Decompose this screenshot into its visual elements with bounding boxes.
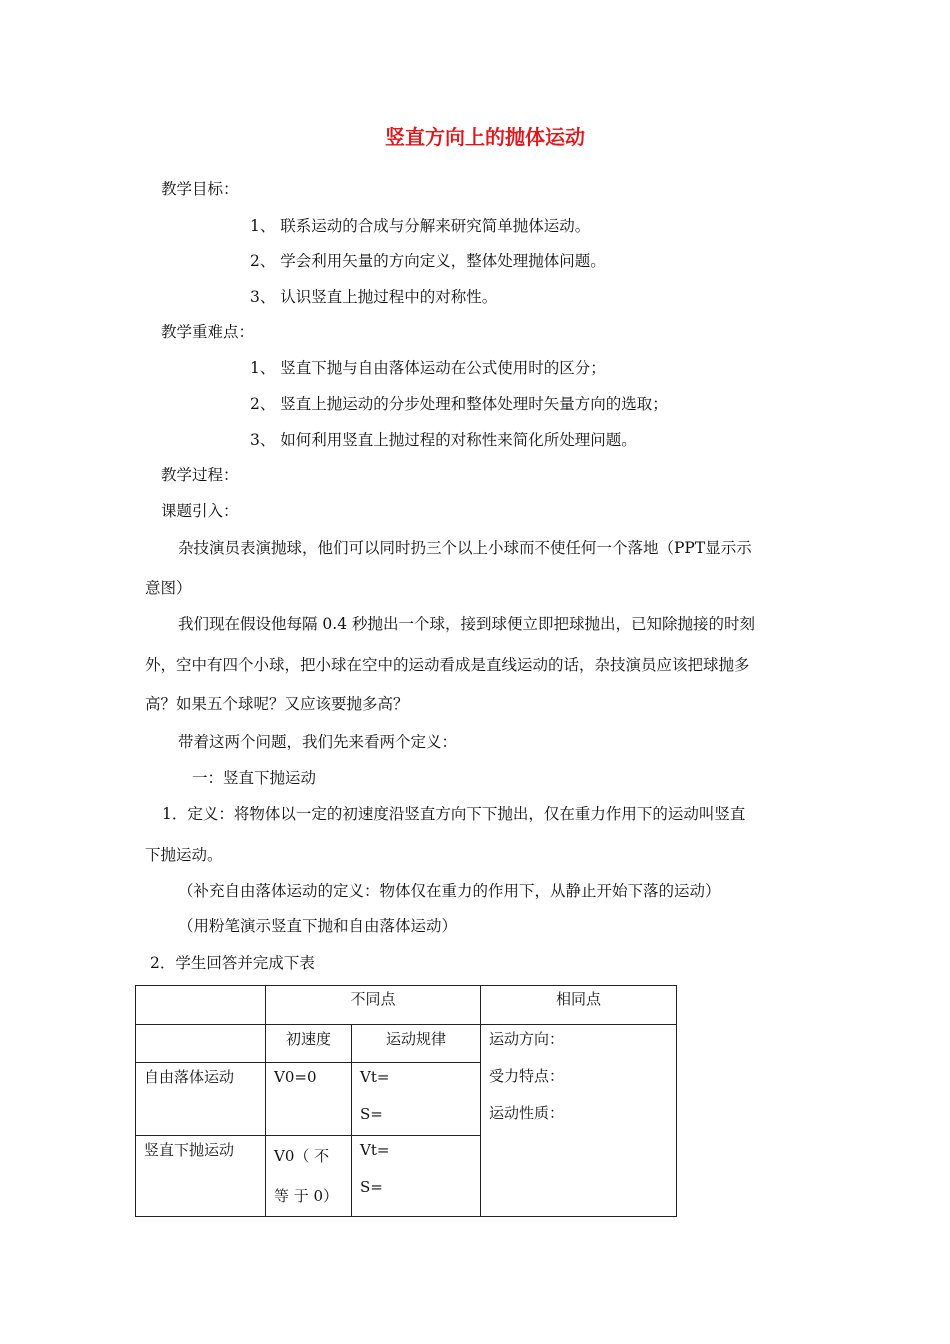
paragraph-2-line-1: 我们现在假设他每隔 0.4 秒抛出一个球，接到球便立即把球抛出，已知除抛接的时刻 xyxy=(178,615,756,633)
free-fall-law-s: S= xyxy=(360,1105,383,1123)
paragraph-2-line-3: 高？如果五个球呢？又应该要抛多高？ xyxy=(145,695,409,713)
row-throw-down-v0: V0（ 不 等 于 0） xyxy=(266,1136,352,1217)
diff-header: 不同点 xyxy=(266,986,481,1025)
intro-heading: 课题引入： xyxy=(161,502,239,520)
key-point-item-1: 1、 竖直下抛与自由落体运动在公式使用时的区分； xyxy=(250,359,606,377)
objective-item-2: 2、 学会利用矢量的方向定义，整体处理抛体问题。 xyxy=(250,252,606,270)
key-point-item-2: 2、 竖直上抛运动的分步处理和整体处理时矢量方向的选取； xyxy=(250,395,668,413)
row-throw-down-name: 竖直下抛运动 xyxy=(136,1136,266,1217)
paragraph-2-line-2: 外，空中有四个小球，把小球在空中的运动看成是直线运动的话，杂技演员应该把球抛多 xyxy=(145,656,750,674)
row-free-fall-name: 自由落体运动 xyxy=(136,1063,266,1136)
table-corner-cell xyxy=(136,986,266,1025)
free-fall-law-vt: Vt= xyxy=(360,1068,390,1086)
same-header: 相同点 xyxy=(481,986,677,1025)
comparison-table xyxy=(135,985,677,1217)
paragraph-3: 带着这两个问题，我们先来看两个定义： xyxy=(178,733,458,751)
throw-down-law-s: S= xyxy=(360,1178,383,1196)
demo-note: （用粉笔演示竖直下抛和自由落体运动） xyxy=(178,917,458,935)
table-empty-cell xyxy=(136,1025,266,1063)
paragraph-1-line-1: 杂技演员表演抛球，他们可以同时扔三个以上小球而不使任何一个落地（PPT显示示 xyxy=(178,539,752,557)
objective-item-1: 1、 联系运动的合成与分解来研究简单抛体运动。 xyxy=(250,217,591,235)
paragraph-1-line-2: 意图） xyxy=(145,579,192,597)
process-heading: 教学过程： xyxy=(161,466,239,484)
definition-line-2: 下抛运动。 xyxy=(145,846,223,864)
throw-down-law-vt: Vt= xyxy=(360,1141,390,1159)
section-1-heading: 一：竖直下抛运动 xyxy=(192,769,317,787)
same-points-cell xyxy=(481,1025,677,1217)
col-header-v0: 初速度 xyxy=(266,1025,352,1063)
same-item-nature: 运动性质： xyxy=(489,1104,565,1122)
row-free-fall-v0: V0=0 xyxy=(266,1063,352,1136)
page-title: 竖直方向上的抛体运动 xyxy=(385,125,585,149)
same-item-force: 受力特点： xyxy=(489,1067,565,1085)
definition-line-1: 1．定义：将物体以一定的初速度沿竖直方向下下抛出，仅在重力作用下的运动叫竖直 xyxy=(162,805,746,823)
same-item-direction: 运动方向： xyxy=(489,1030,565,1048)
row-free-fall-laws xyxy=(352,1063,481,1136)
task-instruction: 2．学生回答并完成下表 xyxy=(150,954,315,972)
col-header-law: 运动规律 xyxy=(352,1025,481,1063)
key-point-item-3: 3、 如何利用竖直上抛过程的对称性来简化所处理问题。 xyxy=(250,431,637,449)
key-points-heading: 教学重难点： xyxy=(161,323,255,341)
supplement-note: （补充自由落体运动的定义：物体仅在重力的作用下，从静止开始下落的运动） xyxy=(178,882,721,900)
objective-item-3: 3、 认识竖直上抛过程中的对称性。 xyxy=(250,288,498,306)
objectives-heading: 教学目标： xyxy=(161,180,239,198)
row-throw-down-laws xyxy=(352,1136,481,1217)
